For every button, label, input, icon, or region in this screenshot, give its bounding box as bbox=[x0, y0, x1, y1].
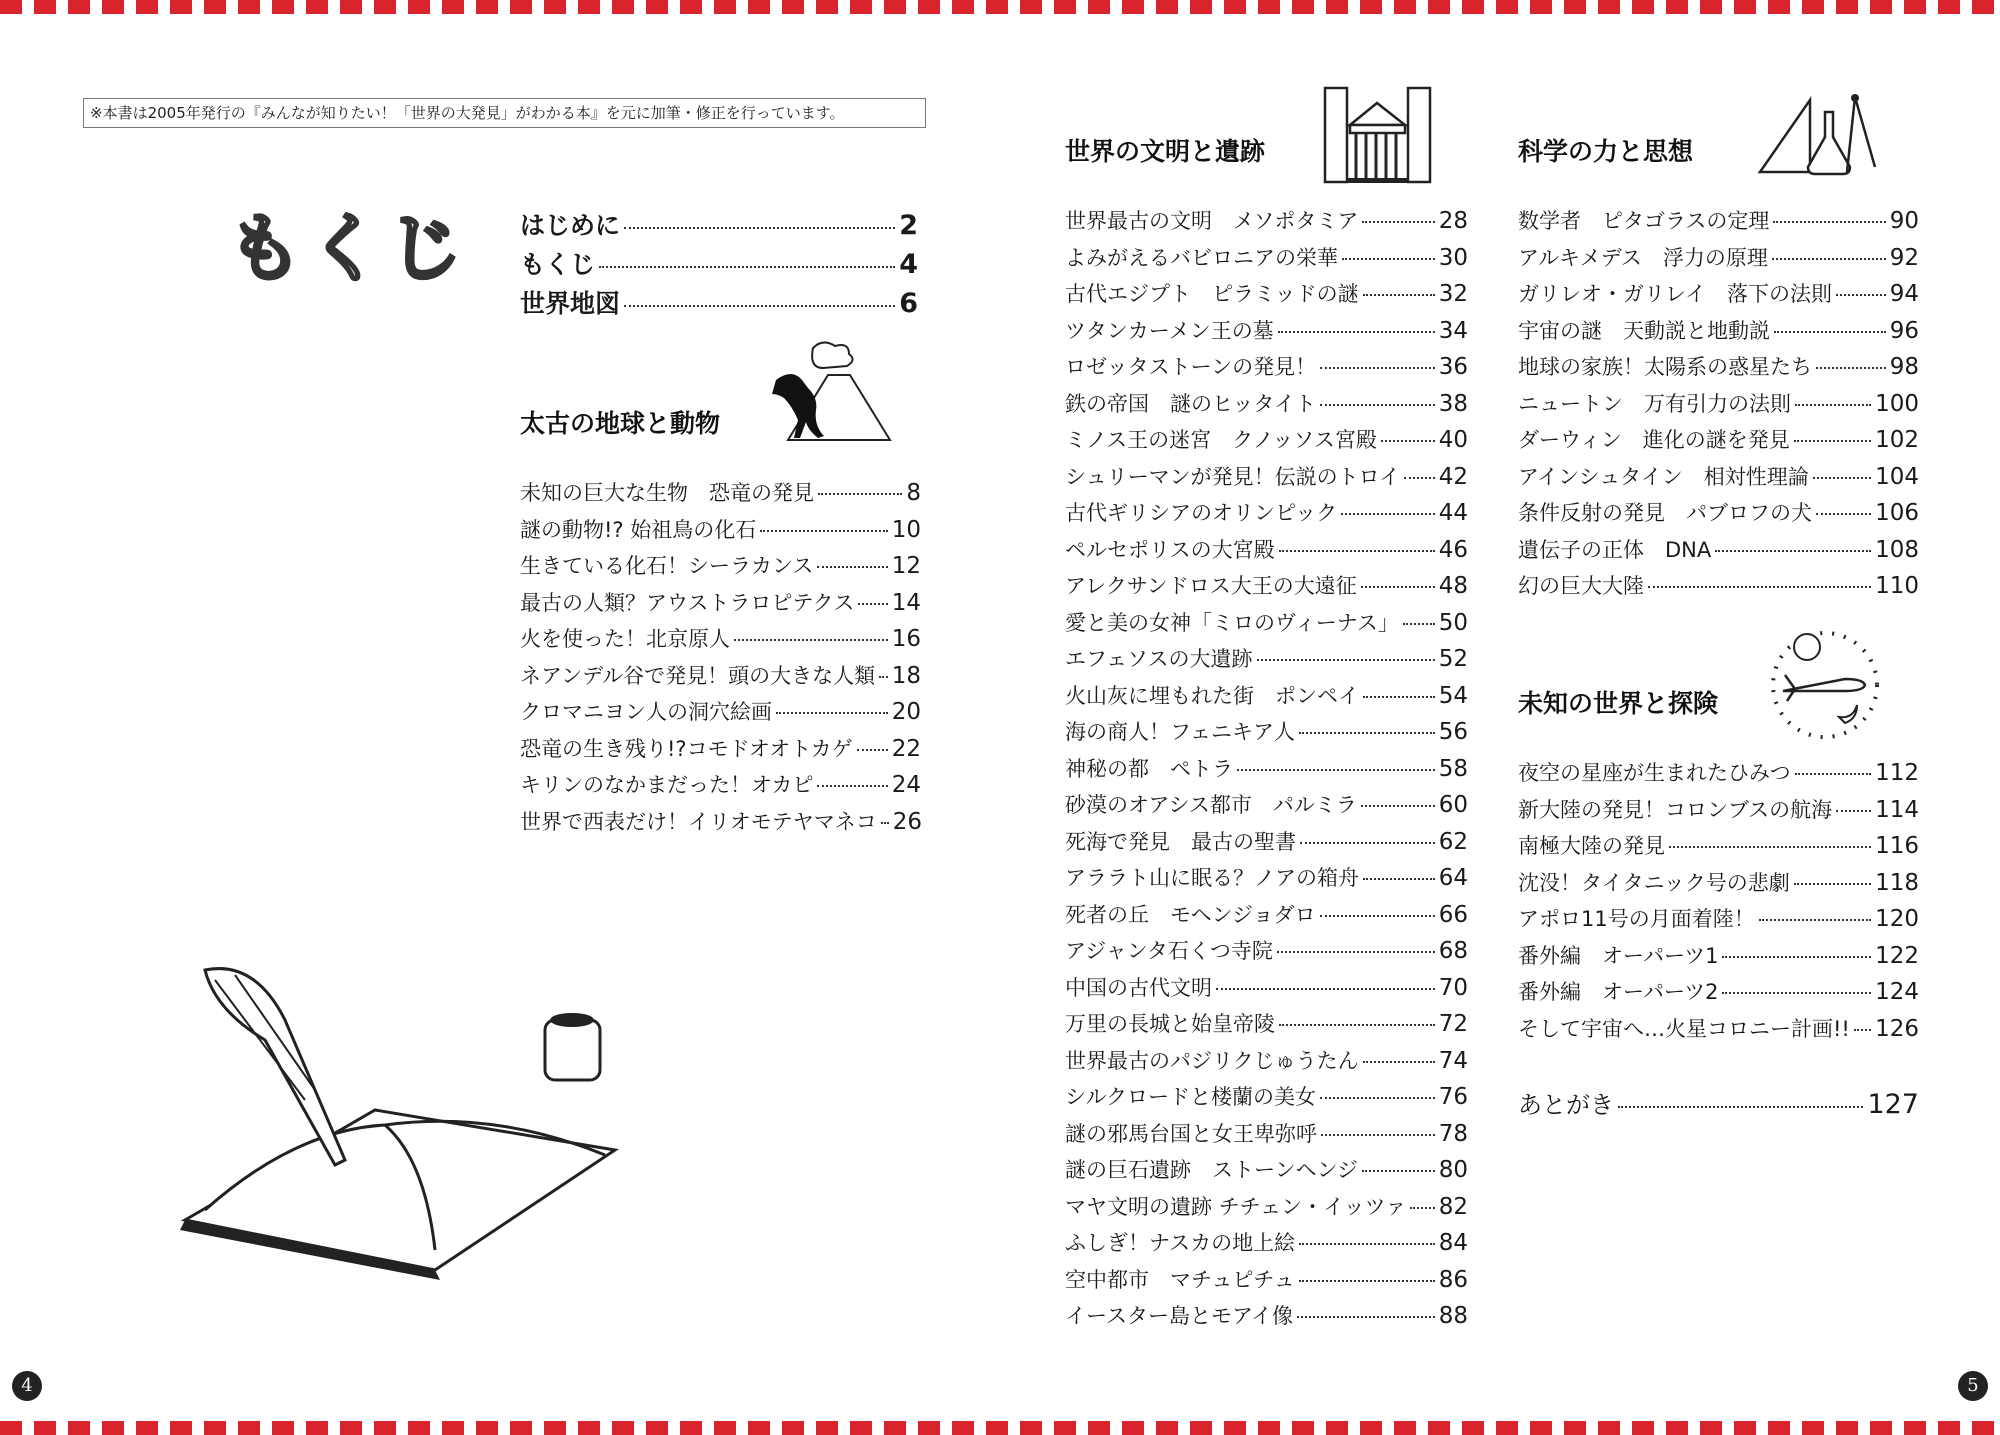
list-item[interactable]: アポロ11号の月面着陸！ 120 bbox=[1518, 906, 1919, 932]
list-item[interactable]: 番外編 オーパーツ1 122 bbox=[1518, 942, 1919, 969]
list-item[interactable]: 数学者 ピタゴラスの定理 90 bbox=[1518, 208, 1919, 234]
list-item[interactable]: 新大陸の発見！コロンブスの航海 114 bbox=[1518, 796, 1919, 823]
list-item[interactable]: ふしぎ！ナスカの地上絵 84 bbox=[1065, 1230, 1468, 1256]
list-item[interactable]: 未知の巨大な生物 恐竜の発見 8 bbox=[520, 480, 921, 506]
page-number-right: 5 bbox=[1958, 1371, 1988, 1401]
list-item[interactable]: 地球の家族！太陽系の惑星たち 98 bbox=[1518, 354, 1919, 380]
section-title-civilization: 世界の文明と遺跡 bbox=[1065, 137, 1266, 166]
list-item[interactable]: アジャンタ石くつ寺院 68 bbox=[1065, 938, 1468, 964]
top-stripe-border bbox=[0, 0, 2000, 14]
list-item[interactable]: キリンのなかまだった！オカピ 24 bbox=[520, 772, 921, 798]
list-item[interactable]: マヤ文明の遺跡 チチェン・イッツァ 82 bbox=[1065, 1193, 1468, 1220]
list-item[interactable]: 南極大陸の発見 116 bbox=[1518, 833, 1919, 859]
science-instruments-icon bbox=[1755, 92, 1880, 177]
list-item[interactable]: ペルセポリスの大宮殿 46 bbox=[1065, 536, 1468, 563]
list-item[interactable]: アルキメデス 浮力の原理 92 bbox=[1518, 244, 1919, 271]
section-title-ancient-earth: 太古の地球と動物 bbox=[520, 409, 721, 438]
list-item[interactable]: 夜空の星座が生まれたひみつ 112 bbox=[1518, 760, 1919, 786]
section-title-science: 科学の力と思想 bbox=[1518, 137, 1694, 166]
list-item[interactable]: 番外編 オーパーツ2 124 bbox=[1518, 979, 1919, 1005]
list-item[interactable]: もくじ 4 bbox=[520, 249, 918, 280]
afterword-list bbox=[1518, 1085, 1919, 1125]
list-item[interactable]: 謎の邪馬台国と女王卑弥呼 78 bbox=[1065, 1120, 1468, 1147]
afterword-item[interactable]: あとがき 127 bbox=[1518, 1089, 1919, 1120]
list-item[interactable]: ロゼッタストーンの発見！ 36 bbox=[1065, 354, 1468, 380]
list-item[interactable]: 空中都市 マチュピチュ 86 bbox=[1065, 1266, 1468, 1293]
list-item[interactable]: 火山灰に埋もれた街 ポンペイ 54 bbox=[1065, 682, 1468, 709]
temple-columns-icon bbox=[1320, 85, 1435, 185]
list-item[interactable]: よみがえるバビロニアの栄華 30 bbox=[1065, 244, 1468, 271]
list-item[interactable]: 死者の丘 モヘンジョダロ 66 bbox=[1065, 901, 1468, 928]
rocket-moon-icon bbox=[1765, 625, 1885, 745]
list-item[interactable]: ネアンデル谷で発見！頭の大きな人類 18 bbox=[520, 662, 921, 689]
list-item[interactable]: 死海で発見 最古の聖書 62 bbox=[1065, 828, 1468, 855]
list-item[interactable]: アインシュタイン 相対性理論 104 bbox=[1518, 463, 1919, 490]
ancient-earth-list bbox=[520, 477, 921, 842]
list-item[interactable]: 海の商人！フェニキア人 56 bbox=[1065, 719, 1468, 745]
bottom-stripe-border bbox=[0, 1421, 2000, 1435]
page-number-left: 4 bbox=[12, 1371, 42, 1401]
list-item[interactable]: アレクサンドロス大王の大遠征 48 bbox=[1065, 573, 1468, 599]
list-item[interactable]: ガリレオ・ガリレイ 落下の法則 94 bbox=[1518, 281, 1919, 307]
list-item[interactable]: 中国の古代文明 70 bbox=[1065, 974, 1468, 1001]
list-item[interactable]: 世界地図 6 bbox=[520, 288, 918, 319]
list-item[interactable]: はじめに 2 bbox=[520, 210, 918, 241]
list-item[interactable]: 謎の動物!? 始祖鳥の化石 10 bbox=[520, 516, 921, 543]
exploration-list bbox=[1518, 757, 1919, 1049]
list-item[interactable]: 幻の巨大大陸 110 bbox=[1518, 573, 1919, 599]
list-item[interactable]: ニュートン 万有引力の法則 100 bbox=[1518, 390, 1919, 417]
list-item[interactable]: 最古の人類？アウストラロピテクス 14 bbox=[520, 589, 921, 616]
list-item[interactable]: 世界最古のパジリクじゅうたん 74 bbox=[1065, 1047, 1468, 1074]
list-item[interactable]: シルクロードと楼蘭の美女 76 bbox=[1065, 1084, 1468, 1110]
list-item[interactable]: 古代ギリシアのオリンピック 44 bbox=[1065, 500, 1468, 526]
front-matter-list bbox=[520, 206, 918, 323]
list-item[interactable]: そして宇宙へ…火星コロニー計画!! 126 bbox=[1518, 1015, 1919, 1042]
list-item[interactable]: 恐竜の生き残り!?コモドオオトカゲ 22 bbox=[520, 735, 921, 762]
page-title: もくじ bbox=[228, 206, 468, 292]
list-item[interactable]: アララト山に眠る？ノアの箱舟 64 bbox=[1065, 865, 1468, 891]
list-item[interactable]: 愛と美の女神「ミロのヴィーナス」 50 bbox=[1065, 609, 1468, 636]
science-list bbox=[1518, 205, 1919, 607]
list-item[interactable]: 遺伝子の正体 DNA 108 bbox=[1518, 536, 1919, 563]
list-item[interactable]: 火を使った！北京原人 16 bbox=[520, 626, 921, 652]
list-item[interactable]: ミノス王の迷宮 クノッソス宮殿 40 bbox=[1065, 427, 1468, 453]
list-item[interactable]: 謎の巨石遺跡 ストーンヘンジ 80 bbox=[1065, 1157, 1468, 1183]
section-title-exploration: 未知の世界と探険 bbox=[1518, 689, 1719, 718]
list-item[interactable]: 砂漠のオアシス都市 パルミラ 60 bbox=[1065, 792, 1468, 818]
list-item[interactable]: 生きている化石！シーラカンス 12 bbox=[520, 553, 921, 579]
list-item[interactable]: 条件反射の発見 パブロフの犬 106 bbox=[1518, 500, 1919, 526]
book-quill-icon bbox=[175, 960, 625, 1280]
list-item[interactable]: クロマニヨン人の洞穴絵画 20 bbox=[520, 699, 921, 725]
list-item[interactable]: ダーウィン 進化の謎を発見 102 bbox=[1518, 427, 1919, 453]
list-item[interactable]: 宇宙の謎 天動説と地動説 96 bbox=[1518, 317, 1919, 344]
list-item[interactable]: 世界最古の文明 メソポタミア 28 bbox=[1065, 208, 1468, 234]
edition-note: ※本書は2005年発行の『みんなが知りたい！「世界の大発見」がわかる本』を元に加筆・修正を行っています。 bbox=[83, 98, 926, 128]
list-item[interactable]: シュリーマンが発見！伝説のトロイ 42 bbox=[1065, 463, 1468, 490]
list-item[interactable]: 神秘の都 ペトラ 58 bbox=[1065, 755, 1468, 782]
list-item[interactable]: 沈没！タイタニック号の悲劇 118 bbox=[1518, 869, 1919, 896]
list-item[interactable]: 世界で西表だけ！イリオモテヤマネコ 26 bbox=[520, 808, 923, 835]
list-item[interactable]: 万里の長城と始皇帝陵 72 bbox=[1065, 1011, 1468, 1037]
dinosaur-volcano-icon bbox=[758, 340, 898, 450]
list-item[interactable]: イースター島とモアイ像 88 bbox=[1065, 1303, 1468, 1329]
civilization-list bbox=[1065, 205, 1468, 1337]
list-item[interactable]: 古代エジプト ピラミッドの謎 32 bbox=[1065, 281, 1468, 307]
list-item[interactable]: 鉄の帝国 謎のヒッタイト 38 bbox=[1065, 390, 1468, 417]
list-item[interactable]: エフェソスの大遺跡 52 bbox=[1065, 646, 1468, 672]
list-item[interactable]: ツタンカーメン王の墓 34 bbox=[1065, 317, 1468, 344]
